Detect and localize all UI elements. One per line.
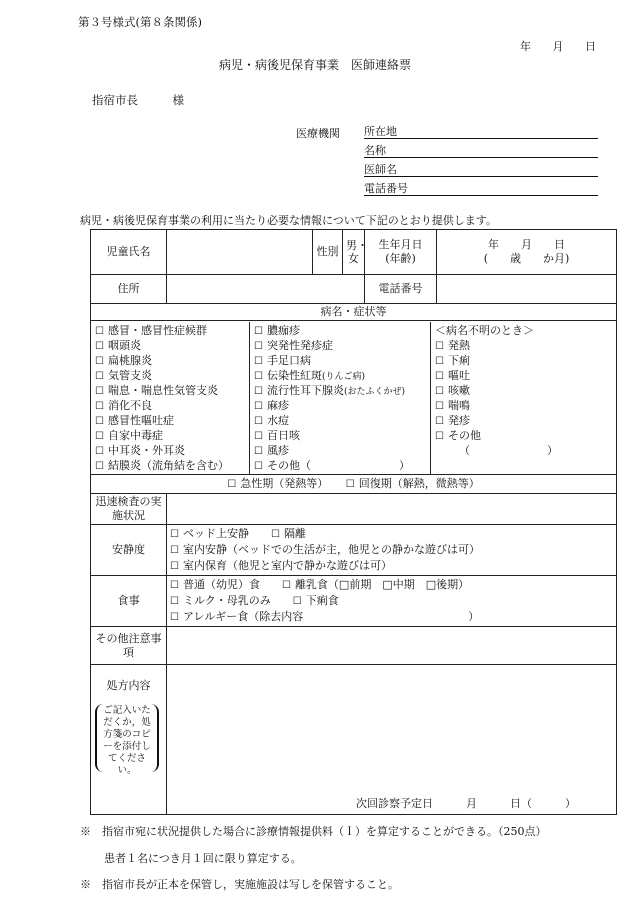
rest-option[interactable]: ☐ ベッド上安静 [170,527,249,540]
disease-item[interactable]: ☐ 感冒・感冒性症候群 [95,323,207,337]
form-number: 第３号様式(第８条関係) [78,15,202,29]
phone-label: 電話番号 [365,275,437,304]
other-notes-field[interactable] [167,627,617,665]
disease-item[interactable]: ☐ 喘息・喘息性気管支炎 [95,383,218,397]
date-header: 年 月 日 [520,40,596,53]
meal-option-row [170,577,613,593]
checkbox-icon: ☐ [435,355,444,367]
symptom-item[interactable]: ☐ 発疹 [435,413,470,427]
medical-name-field[interactable]: 名称 [364,142,598,158]
checkbox-icon: ☐ [254,340,263,352]
checkbox-icon: ☐ [95,430,104,442]
checkbox-icon: ☐ [281,580,291,591]
checkbox-icon: ☐ [95,340,104,352]
checkbox-icon: ☐ [95,325,104,337]
checkbox-icon: ☐ [435,400,444,412]
disease-note: (おたふくかぜ) [343,386,405,397]
rest-option[interactable]: ☐ 室内安静（ベッドでの生活が主，他児との静かな遊びは可） [170,543,480,556]
next-visit-text: 次回診察予定日 月 日（ ） [356,797,576,810]
checkbox-icon: ☐ [95,460,104,472]
checkbox-icon: ☐ [254,385,263,397]
disease-item[interactable]: ☐ 膿痂疹 [254,323,300,337]
address-label: 住所 [91,275,167,304]
symptom-item[interactable]: ☐ 下痢 [435,353,470,367]
checkbox-icon: ☐ [435,340,444,352]
checkbox-icon: ☐ [95,370,104,382]
checkbox-icon: ☐ [254,370,263,382]
meal-options [167,576,617,627]
other-notes-label: その他注意事項 [91,627,167,665]
checkbox-icon: ☐ [227,478,237,490]
checkbox-icon: ☐ [435,385,444,397]
phase-recovery[interactable]: ☐ 回復期（解熱，微熱等） [345,476,480,490]
birth-date-text: 年 月 日 [488,238,565,251]
disease-item[interactable]: ☐ 突発性発疹症 [254,338,333,352]
meal-option-row [170,593,613,609]
child-name-label: 児童氏名 [91,230,167,275]
birth-date-field[interactable] [437,230,617,275]
meal-label: 食事 [91,576,167,627]
disease-item[interactable]: ☐ 消化不良 [95,398,152,412]
disease-item[interactable]: ☐ 気管支炎 [95,368,152,382]
prescription-label: 処方内容 [91,665,167,815]
prescription-field[interactable] [167,665,617,815]
disease-grid [91,321,617,475]
checkbox-icon: ☐ [254,355,263,367]
rest-option[interactable]: ☐ 隔離 [270,527,306,540]
symptom-item[interactable]: ☐ 嘔吐 [435,368,470,382]
checkbox-icon: ☐ [435,415,444,427]
disease-item[interactable]: ☐ 自家中毒症 [95,428,163,442]
disease-column-2 [250,322,431,474]
disease-item[interactable]: ☐ 扁桃腺炎 [95,353,152,367]
addressee: 指宿市長 様 [92,93,184,107]
meal-option[interactable]: ☐ 離乳食（□前期 □中期 □後期） [281,578,470,591]
disease-item[interactable]: ☐ 結膜炎（流角結を含む） [95,458,229,472]
report-table [90,229,617,815]
phase-acute[interactable]: ☐ 急性期（発熱等） [227,476,329,490]
checkbox-icon: ☐ [254,460,263,472]
disease-note: (りんご病) [321,371,365,382]
prescription-note: ご記入いただくか，処方箋のコピーを添付してください。 [95,704,159,772]
footnote-3: ※ 指宿市長が正本を保管し，実施施設は写しを保管すること。 [80,878,399,891]
disease-header: 病名・症状等 [91,304,617,321]
birth-text: 生年月日 [378,238,423,251]
rest-option[interactable]: ☐ 室内保育（他児と室内で静かな遊びは可） [170,559,392,572]
rest-options [167,525,617,576]
checkbox-icon: ☐ [270,529,280,540]
disease-item[interactable]: ☐ 中耳炎・外耳炎 [95,443,185,457]
symptom-item[interactable]: ☐ 喘鳴 [435,398,470,412]
symptom-item[interactable]: ☐ その他 [435,428,481,442]
symptom-column [431,322,616,474]
checkbox-icon: ☐ [95,400,104,412]
disease-item[interactable]: ☐ 感冒性嘔吐症 [95,413,174,427]
disease-item[interactable]: ☐ 咽頭炎 [95,338,141,352]
medical-phone-field[interactable]: 電話番号 [364,180,598,196]
checkbox-icon: ☐ [254,430,263,442]
rapid-test-label: 迅速検査の実施状況 [91,494,167,525]
rest-label: 安静度 [91,525,167,576]
disease-item[interactable]: ☐ 水痘 [254,413,289,427]
meal-option[interactable]: ☐ ミルク・母乳のみ [170,594,271,607]
checkbox-icon: ☐ [345,478,355,490]
checkbox-icon: ☐ [170,561,179,572]
disease-item[interactable]: ☐ 手足口病 [254,353,311,367]
checkbox-icon: ☐ [254,415,263,427]
checkbox-icon: ☐ [170,545,179,556]
checkbox-icon: ☐ [95,355,104,367]
doctor-name-field[interactable]: 医師名 [364,161,598,177]
checkbox-icon: ☐ [95,385,104,397]
age-value-text: ( 歳 か月) [483,252,570,265]
age-text: (年齢) [385,252,416,265]
sex-options[interactable]: 男・女 [343,230,365,275]
checkbox-icon: ☐ [292,596,302,607]
symptom-other-field[interactable]: （ ） [459,443,558,457]
checkbox-icon: ☐ [170,596,179,607]
page-title: 病児・病後児保育事業 医師連絡票 [218,58,411,72]
address-field[interactable] [167,275,365,304]
medical-institution-label: 医療機関 [296,127,340,140]
intro-text: 病児・病後児保育事業の利用に当たり必要な情報について下記のとおり提供します。 [80,214,497,227]
phase-row [91,475,617,494]
checkbox-icon: ☐ [170,612,179,623]
meal-option[interactable]: ☐ アレルギー食（除去内容 ） [170,610,480,623]
disease-item[interactable]: ☐ その他（ ） [254,458,410,472]
rest-option-row [170,526,613,542]
unknown-header: ＜病名不明のとき＞ [435,323,534,337]
disease-item[interactable]: ☐ 百日咳 [254,428,300,442]
checkbox-icon: ☐ [95,445,104,457]
checkbox-icon: ☐ [170,580,179,591]
birth-label [365,230,437,275]
sex-label: 性別 [313,230,343,275]
medical-address-field[interactable]: 所在地 [364,123,598,139]
disease-item[interactable]: ☐ 伝染性紅斑(りんご病) [254,368,365,382]
symptom-item[interactable]: ☐ 発熱 [435,338,470,352]
checkbox-icon: ☐ [254,400,263,412]
disease-item[interactable]: ☐ 風疹 [254,443,289,457]
phone-field[interactable] [437,275,617,304]
disease-column-1 [91,322,250,474]
footnote-2: 患者１名につき月１回に限り算定する。 [104,852,302,865]
checkbox-icon: ☐ [435,430,444,442]
checkbox-icon: ☐ [254,445,263,457]
checkbox-icon: ☐ [170,529,179,540]
checkbox-icon: ☐ [254,325,263,337]
disease-item[interactable]: ☐ 麻疹 [254,398,289,412]
rapid-test-field[interactable] [167,494,617,525]
disease-item[interactable]: ☐ 流行性耳下腺炎(おたふくかぜ) [254,383,405,397]
meal-option[interactable]: ☐ 下痢食 [292,594,339,607]
meal-option[interactable]: ☐ 普通（幼児）食 [170,578,260,591]
footnote-1: ※ 指宿市宛に状況提供した場合に診療情報提供料（Ｉ）を算定することができる。（250点） [80,825,547,838]
child-name-field[interactable] [167,230,313,275]
checkbox-icon: ☐ [435,370,444,382]
symptom-item[interactable]: ☐ 咳嗽 [435,383,470,397]
checkbox-icon: ☐ [95,415,104,427]
